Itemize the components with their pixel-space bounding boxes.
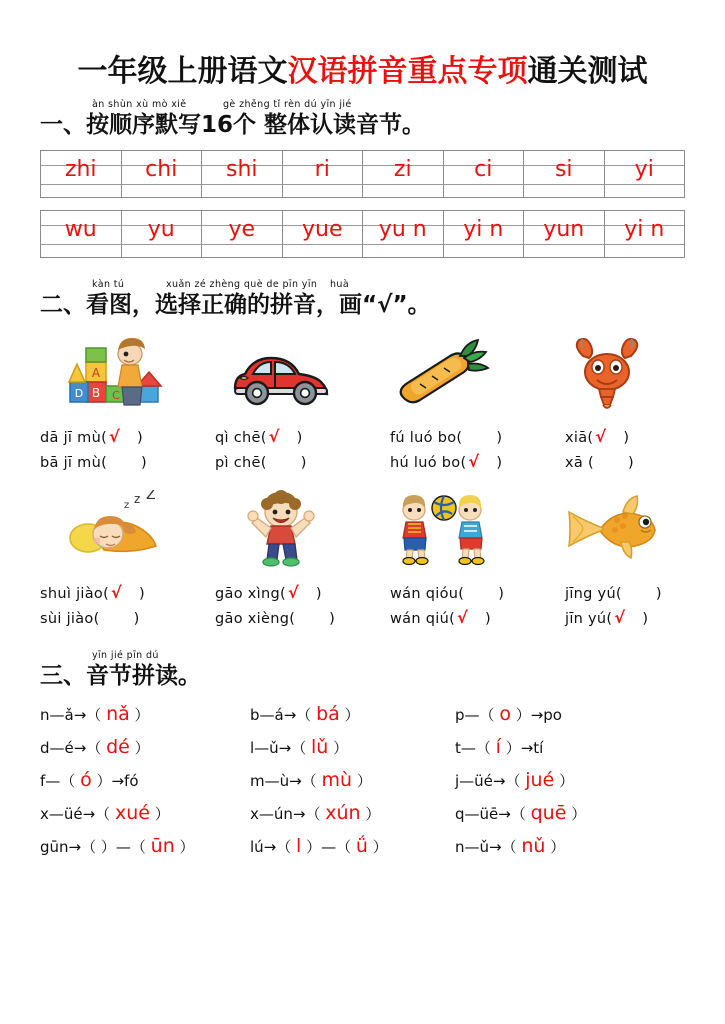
blend-item[interactable]	[250, 705, 455, 724]
blend-prompt: gūn→（ ）—（	[40, 838, 146, 857]
answer-cell	[215, 421, 385, 471]
blend-item[interactable]	[40, 738, 250, 757]
blend-row	[40, 738, 685, 757]
syllable-text: yu n	[378, 216, 427, 242]
option-b[interactable]	[215, 608, 385, 627]
syllable-text: yi n	[624, 216, 665, 242]
check-mark	[107, 452, 111, 471]
check-mark: √	[457, 607, 469, 627]
svg-text:B: B	[91, 385, 100, 400]
blend-prompt: q—üē→（	[455, 805, 526, 824]
syllable-text: yi	[634, 156, 654, 182]
syllable-text: zi	[393, 156, 412, 182]
option-b[interactable]	[215, 452, 385, 471]
syllable-text: yu	[147, 216, 175, 242]
answer-cell	[390, 421, 560, 471]
answer-cell	[565, 421, 685, 471]
blend-answer: l	[296, 835, 302, 858]
option-a-text: fú luó bo(	[390, 429, 463, 446]
paren-close: )	[498, 585, 505, 602]
option-b-text: jīn yú(	[565, 610, 613, 627]
ruby-text: xuǎn zé zhèng què de pīn yīn	[166, 279, 318, 291]
blend-row	[40, 771, 685, 790]
title-part1: 一年级上册语文	[77, 54, 288, 89]
picture-cell	[203, 333, 358, 413]
blend-prompt: m—ù→（	[250, 772, 317, 791]
blend-answer: bá	[316, 703, 340, 726]
title-part2: 通关测试	[527, 54, 648, 89]
syllable-cell[interactable]	[443, 151, 524, 198]
svg-text:C: C	[111, 388, 120, 402]
blend-tail: ）	[333, 739, 349, 758]
syllable-cell[interactable]	[121, 151, 202, 198]
blend-tail: ）	[154, 805, 170, 824]
answer-cell	[40, 421, 210, 471]
picture-cell	[367, 489, 522, 569]
option-b[interactable]	[565, 608, 685, 627]
paren-close: )	[329, 610, 336, 627]
blend-prompt: x—üé→（	[40, 805, 111, 824]
answer-cell	[565, 577, 685, 627]
section-2-heading	[40, 279, 685, 319]
blend-item[interactable]	[250, 738, 455, 757]
blend-tail: ）→po	[515, 706, 562, 725]
section-number: 一、	[40, 112, 86, 138]
syllable-cell[interactable]	[41, 211, 122, 258]
syllable-cell[interactable]	[604, 211, 685, 258]
ruby-text: kàn tú	[92, 279, 125, 291]
blend-prompt: p—（	[455, 706, 495, 725]
blend-prompt: t—（	[455, 739, 491, 758]
paren-close: )	[642, 610, 649, 627]
blend-answer: dé	[106, 736, 130, 759]
happy-boy-icon	[226, 489, 336, 569]
option-b[interactable]	[565, 452, 685, 471]
option-b-text: bā jī mù(	[40, 454, 108, 471]
syllable-text: yi n	[463, 216, 504, 242]
blend-tail: ）	[559, 772, 575, 791]
option-b[interactable]	[40, 608, 210, 627]
syllable-table-row1	[40, 150, 685, 198]
picture-cell	[530, 489, 685, 569]
section-3-heading	[40, 649, 685, 689]
check-mark	[464, 583, 468, 602]
option-a-text: dā jī mù(	[40, 429, 108, 446]
blend-item[interactable]	[455, 738, 543, 757]
picture-cell	[40, 333, 195, 413]
blend-answer: ūn	[150, 835, 175, 858]
ruby-text: gè zhěng tǐ rèn dú yīn jié	[223, 99, 352, 110]
syllable-text: ri	[314, 156, 330, 182]
syllable-cell[interactable]	[443, 211, 524, 258]
section-number: 三、	[40, 662, 86, 689]
check-mark	[295, 608, 299, 627]
blocks-icon	[63, 333, 173, 413]
option-b-text: xā (	[565, 454, 594, 471]
section-2-title	[40, 292, 685, 318]
option-b-text: sùi jiào(	[40, 610, 100, 627]
check-mark	[267, 452, 271, 471]
paren-close: )	[623, 429, 630, 446]
option-b-text: pì chē(	[215, 454, 267, 471]
blend-prompt: b—á→（	[250, 706, 312, 725]
blend-answer: quē	[530, 802, 567, 825]
blend-tail: ）	[356, 772, 372, 791]
blend-answer: lǔ	[311, 736, 329, 759]
blend-tail: ）	[365, 805, 381, 824]
blend-answer: í	[495, 736, 501, 759]
blend-item[interactable]	[250, 804, 455, 823]
paren-close: )	[139, 585, 145, 602]
blend-item[interactable]	[455, 705, 562, 724]
syllable-text: chi	[145, 156, 178, 182]
blend-tail: ）	[344, 706, 360, 725]
kids-ball-icon	[389, 489, 499, 569]
svg-text:D: D	[74, 386, 83, 400]
option-a[interactable]	[565, 583, 685, 602]
blend-item[interactable]	[455, 837, 565, 856]
picture-cell	[203, 489, 358, 569]
section-text: 按顺序默写16个 整体认读音节。	[86, 112, 426, 138]
picture-cell	[530, 333, 685, 413]
syllable-text: wu	[64, 216, 97, 242]
blend-row	[40, 837, 685, 856]
blend-answer: nǎ	[106, 703, 130, 726]
option-a[interactable]	[390, 583, 560, 602]
option-a-text: xiā(	[565, 429, 594, 446]
option-a-text: jīng yú(	[565, 585, 622, 602]
option-b-text: hú luó bo(	[390, 454, 467, 471]
blend-answer: jué	[525, 769, 555, 792]
check-mark: √	[468, 451, 480, 471]
option-a[interactable]	[40, 427, 210, 446]
option-b-text: wán qiú(	[390, 610, 456, 627]
blend-prompt: f—（	[40, 772, 76, 791]
syllable-cell[interactable]	[121, 211, 202, 258]
blend-tail: ）	[179, 838, 195, 857]
blend-prompt: lú→（	[250, 838, 292, 857]
blend-item[interactable]	[40, 804, 250, 823]
blend-answer: xún	[325, 802, 361, 825]
paren-close: )	[137, 429, 143, 446]
check-mark	[100, 608, 104, 627]
paren-close: )	[627, 454, 634, 471]
ruby-text: huà	[330, 279, 350, 291]
option-a-text: wán qióu(	[390, 585, 465, 602]
option-a-text: gāo xìng(	[215, 585, 286, 602]
goldfish-icon	[552, 489, 662, 569]
option-b[interactable]	[40, 452, 210, 471]
blend-prompt: x—ún→（	[250, 805, 321, 824]
blend-item[interactable]	[250, 837, 455, 856]
syllable-text: yun	[543, 216, 585, 242]
paren-close: )	[655, 585, 662, 602]
section-1-title	[40, 112, 685, 138]
option-b[interactable]	[390, 608, 560, 627]
page-title	[40, 0, 685, 90]
blend-exercises	[40, 705, 685, 856]
svg-text:A: A	[91, 365, 100, 380]
syllable-cell[interactable]	[41, 151, 122, 198]
check-mark	[462, 427, 466, 446]
blend-tail-2: ）	[372, 838, 388, 857]
option-a-text: qì chē(	[215, 429, 267, 446]
paren-close: )	[141, 454, 148, 471]
syllable-text: zhi	[64, 156, 97, 182]
picture-row-1	[40, 333, 685, 413]
blend-answer: nǔ	[521, 835, 546, 858]
blend-prompt: n—ǔ→（	[455, 838, 517, 857]
picture-cell	[40, 489, 195, 569]
blend-tail: ）—（	[306, 838, 352, 857]
table-row	[41, 151, 685, 198]
blend-item[interactable]	[40, 705, 250, 724]
syllable-table-row2	[40, 210, 685, 258]
answer-cell	[40, 577, 210, 627]
blend-tail: ）→tí	[505, 739, 544, 758]
paren-close: )	[496, 429, 503, 446]
syllable-cell[interactable]	[282, 211, 363, 258]
section-text: 音节拼读。	[86, 662, 201, 689]
option-b[interactable]	[390, 452, 560, 471]
option-b-text: gāo xièng(	[215, 610, 296, 627]
option-a[interactable]	[215, 427, 385, 446]
title-highlight: 汉语拼音重点专项	[287, 54, 528, 89]
syllable-text: ye	[228, 216, 256, 242]
blend-prompt: j—üé→（	[455, 772, 521, 791]
blend-tail: ）	[571, 805, 587, 824]
option-a[interactable]	[40, 583, 210, 602]
paren-close: )	[296, 429, 303, 446]
shrimp-icon	[552, 333, 662, 413]
blend-prompt: d—é→（	[40, 739, 102, 758]
picture-row-2	[40, 489, 685, 569]
car-icon	[226, 333, 336, 413]
svg-text:z: z	[123, 499, 129, 511]
blend-item[interactable]	[455, 771, 574, 790]
blend-tail: ）	[134, 706, 150, 725]
answer-cell	[390, 577, 560, 627]
check-mark: √	[109, 426, 121, 446]
syllable-text: shi	[225, 156, 258, 182]
syllable-cell[interactable]	[202, 151, 283, 198]
ruby-text: àn shùn xù mò xiě	[92, 99, 187, 110]
syllable-cell[interactable]	[202, 211, 283, 258]
blend-item[interactable]	[455, 804, 586, 823]
blend-answer: xué	[114, 802, 150, 825]
blend-item[interactable]	[250, 771, 455, 790]
section-1-heading	[40, 99, 685, 138]
check-mark: √	[111, 582, 123, 602]
blend-tail: ）	[550, 838, 566, 857]
syllable-cell[interactable]	[282, 151, 363, 198]
sleeping-child-icon	[63, 489, 173, 569]
blend-prompt: n—ǎ→（	[40, 706, 102, 725]
syllable-cell[interactable]	[363, 211, 444, 258]
table-row	[41, 211, 685, 258]
check-mark	[622, 583, 626, 602]
blend-tail: ）	[134, 739, 150, 758]
paren-close: )	[485, 610, 491, 627]
blend-answer: ó	[80, 769, 92, 792]
svg-text:z: z	[133, 491, 140, 506]
blend-row	[40, 705, 685, 724]
blend-item[interactable]	[40, 837, 250, 856]
svg-text:Z: Z	[145, 489, 156, 503]
picture-cell	[367, 333, 522, 413]
check-mark	[594, 452, 598, 471]
syllable-cell[interactable]	[604, 151, 685, 198]
section-number: 二、	[40, 292, 86, 319]
option-a[interactable]	[390, 427, 560, 446]
blend-answer-2: ǘ	[355, 835, 368, 858]
option-a[interactable]	[565, 427, 685, 446]
syllable-text: ci	[474, 156, 493, 182]
carrot-icon	[389, 333, 499, 413]
syllable-text: yue	[302, 216, 343, 242]
ruby-text: yīn jié pīn dú	[92, 649, 159, 661]
answer-cell	[215, 577, 385, 627]
section-text: 看图，选择正确的拼音，画“√”。	[86, 292, 431, 319]
blend-answer: o	[499, 703, 511, 726]
section-3-title	[40, 663, 685, 689]
check-mark: √	[614, 607, 626, 627]
option-a-text: shuì jiào(	[40, 585, 110, 602]
paren-close: )	[300, 454, 307, 471]
blend-answer: mù	[321, 769, 353, 792]
paren-close: )	[133, 610, 140, 627]
syllable-cell[interactable]	[524, 211, 605, 258]
check-mark: √	[595, 426, 607, 446]
check-mark: √	[287, 582, 299, 602]
syllable-text: si	[554, 156, 573, 182]
answer-row-2	[40, 577, 685, 627]
blend-item[interactable]	[40, 771, 250, 790]
syllable-cell[interactable]	[524, 151, 605, 198]
check-mark: √	[268, 426, 280, 446]
option-a[interactable]	[215, 583, 385, 602]
paren-close: )	[496, 454, 503, 471]
blend-tail: ）→fó	[96, 772, 139, 791]
blend-row	[40, 804, 685, 823]
syllable-cell[interactable]	[363, 151, 444, 198]
answer-row-1	[40, 421, 685, 471]
blend-prompt: l—ǔ→（	[250, 739, 307, 758]
paren-close: )	[315, 585, 322, 602]
